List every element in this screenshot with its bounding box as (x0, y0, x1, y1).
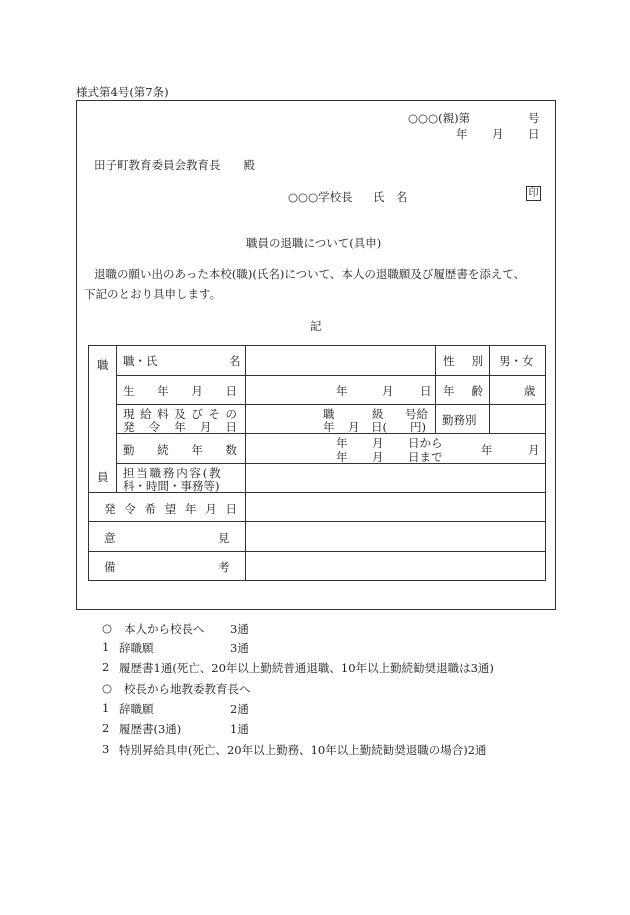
birth-year: 年 (336, 384, 348, 398)
note-count: 1通 (230, 722, 249, 736)
to-month: 月 (372, 450, 384, 464)
seal-mark: 印 (526, 186, 541, 201)
label-workplace: 勤務別 (442, 413, 477, 427)
sex-value: 男・女 (499, 354, 534, 368)
note-mark: 3 (102, 742, 110, 756)
label-remarks-a: 備 (104, 560, 116, 574)
note-text: 履歴書1通(死亡、20年以上勤続普通退職、10年以上勤続勧奨退職は3通) (119, 661, 494, 675)
label-desired-date: 発 令 希 望 年 月 日 (104, 502, 237, 516)
group-label-bottom: 員 (97, 470, 109, 484)
group-label-top: 職 (97, 358, 109, 372)
note-text: 特別昇給具申(死亡、20年以上勤務、10年以上勤続勧奨退職の場合)2通 (119, 743, 487, 757)
grade-kyu: 級 (372, 407, 384, 421)
grade-gokyu: 号給 (405, 407, 428, 421)
salary-month: 月 (348, 420, 360, 434)
grade-shoku: 職 (323, 407, 335, 421)
note-mark: 2 (102, 721, 110, 735)
label-sex: 性 別 (443, 354, 483, 368)
note-text: 辞職願 (119, 702, 154, 716)
label-birthdate: 生 年 月 日 (123, 384, 237, 398)
body-line-1: 退職の願い出のあった本校(職)(氏名)について、本人の退職願及び履歴書を添えて、 (94, 267, 526, 281)
label-service-years: 勤 続 年 数 (123, 443, 237, 457)
note-mark: 2 (102, 660, 110, 674)
birth-month: 月 (382, 384, 394, 398)
label-remarks-b: 考 (218, 560, 230, 574)
doc-number-suffix: 号 (528, 111, 540, 125)
salary-yen: 円) (410, 420, 426, 434)
date-day: 日 (528, 127, 540, 141)
note-mark: ○ (102, 621, 113, 635)
note-text: 本人から校長へ (124, 622, 205, 636)
body-line-2: 下記のとおり具申します。 (84, 287, 222, 301)
to-year: 年 (336, 450, 348, 464)
note-count: 3通 (230, 641, 249, 655)
from-day: 日から (408, 436, 443, 450)
note-mark: 1 (102, 701, 110, 715)
salary-day: 日( (371, 420, 387, 434)
to-day: 日まで (408, 450, 443, 464)
salary-year: 年 (323, 420, 335, 434)
birth-day: 日 (420, 384, 432, 398)
date-year: 年 (456, 127, 468, 141)
label-duties-2: 科・時間・事務等) (123, 479, 220, 493)
sender-title: ○○○学校長 (288, 190, 353, 204)
label-shoku-shi: 職・氏 (123, 354, 158, 368)
from-month: 月 (372, 436, 384, 450)
note-text: 履歴書(3通) (119, 722, 182, 736)
label-opinion-b: 見 (218, 531, 230, 545)
ki-heading: 記 (310, 319, 322, 333)
label-salary-2: 発 令 年 月 日 (123, 420, 237, 434)
label-duties-1: 担当職務内容(教 (123, 466, 223, 480)
addressee: 田子町教育委員会教育長 殿 (94, 158, 255, 172)
sender-name-label: 氏 名 (373, 190, 408, 204)
date-month: 月 (492, 127, 504, 141)
label-opinion-a: 意 (104, 531, 116, 545)
label-salary-1: 現 給 料 及 び そ の (123, 407, 237, 421)
total-years: 年 (481, 443, 493, 457)
form-label: 様式第4号(第7条) (76, 85, 169, 99)
label-mei: 名 (229, 354, 241, 368)
note-text: 辞職願 (119, 641, 154, 655)
from-year: 年 (336, 436, 348, 450)
note-count: 2通 (230, 702, 249, 716)
note-mark: 1 (102, 640, 110, 654)
total-months: 月 (528, 443, 540, 457)
label-age: 年 齢 (443, 384, 483, 398)
note-count: 3通 (230, 622, 249, 636)
note-mark: ○ (102, 681, 113, 695)
subject: 職員の退職について(具申) (246, 236, 382, 250)
doc-number-prefix: ○○○(親)第 (408, 111, 471, 125)
age-unit: 歳 (524, 384, 536, 398)
note-text: 校長から地教委教育長へ (124, 682, 251, 696)
